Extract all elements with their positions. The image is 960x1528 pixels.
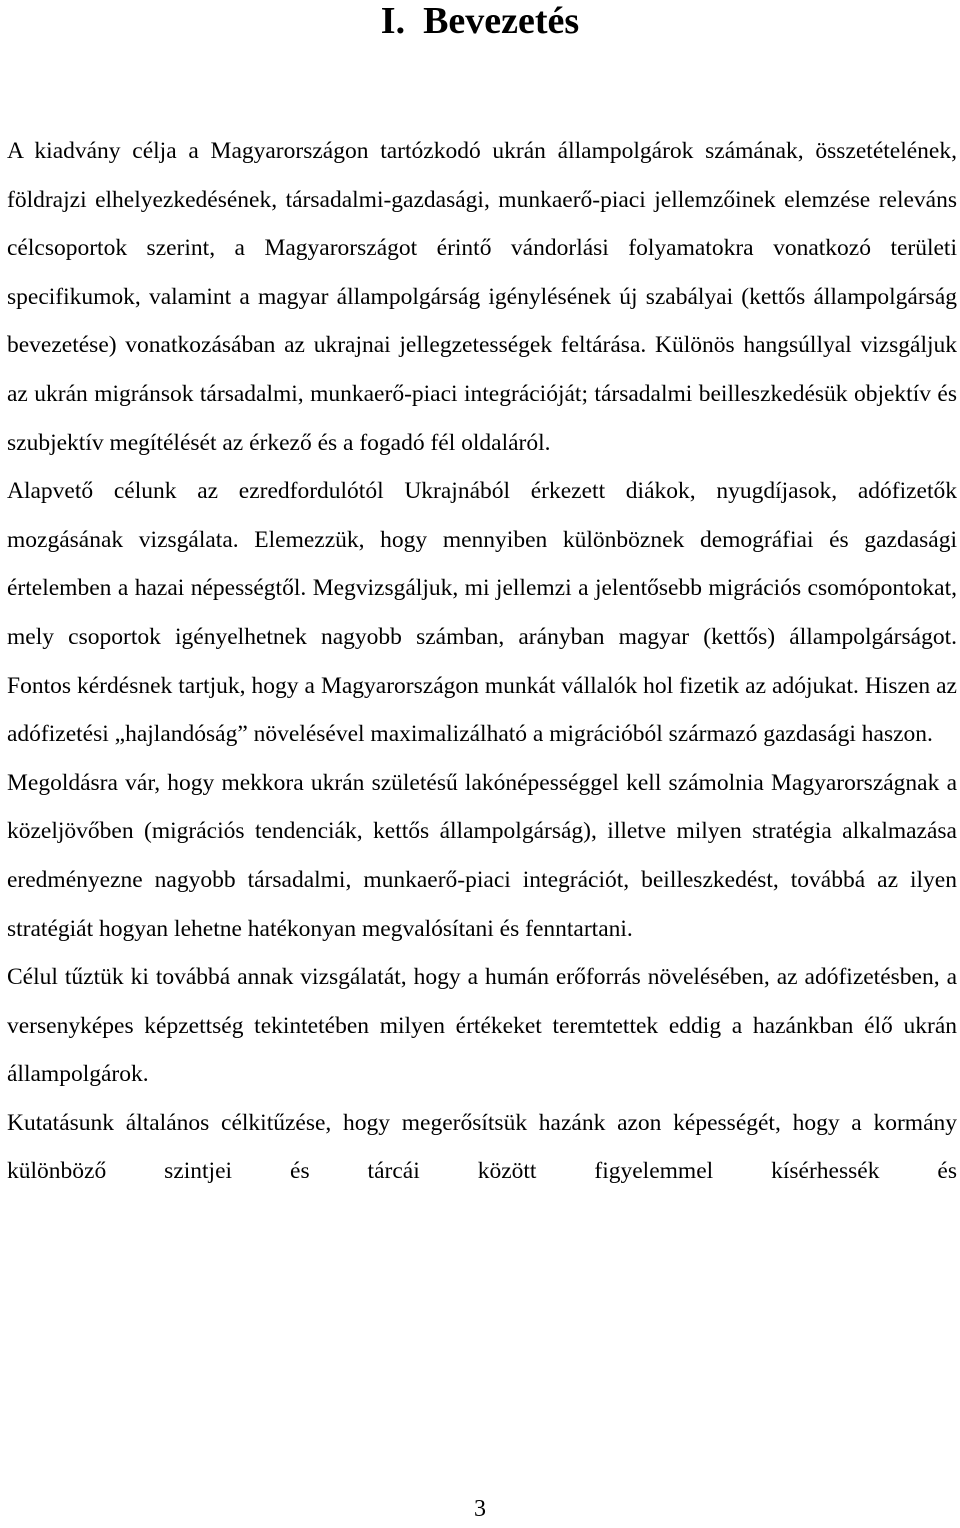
paragraph-solution: Megoldásra vár, hogy mekkora ukrán születésű lakónépességgel kell számolnia Magyarországnak a közeljövőben (migrációs tendenciák, kettős állampolgárság), illetve milyen stratégia alkalmazása eredményezne nagyobb társadalmi, munkaerő-piaci integrációt, beilleszkedést, továbbá az ilyen stratégiát hogyan lehetne hatékonyan megvalósítani és fenntartani. — [7, 769, 957, 942]
chapter-title: Bevezetés — [423, 0, 580, 42]
chapter-number: I. — [380, 0, 406, 42]
page-number: 3 — [474, 1496, 486, 1522]
body-text — [7, 127, 957, 1196]
paragraph-purpose: A kiadvány célja a Magyarországon tartózkodó ukrán állampolgárok számának, összetételének, földrajzi elhelyezkedésének, társadalmi-gazdasági, munkaerő-piaci jellemzőinek elemzése releváns célcsoportok szerint, a Magyarországot érintő vándorlási folyamatokra vonatkozó területi specifikumok, valamint a magyar állampolgárság igénylésének új szabályai (kettős állampolgárság bevezetése) vonatkozásában az ukrajnai jellegzetességek feltárása. Különös hangsúllyal vizsgáljuk az ukrán migránsok társadalmi, munkaerő-piaci integrációját; társadalmi beilleszkedésük objektív és szubjektív megítélését az érkező és a fogadó fél oldaláról. — [7, 138, 957, 456]
chapter-heading — [0, 0, 960, 46]
paragraph-target: Célul tűztük ki továbbá annak vizsgálatát, hogy a humán erőforrás növelésében, az adófizetésben, a versenyképes képzettség tekintetében milyen értékeket teremtettek eddig a hazánkban élő ukrán állampolgárok. — [7, 964, 957, 1088]
paragraph-basic-goal: Alapvető célunk az ezredfordulótól Ukrajnából érkezett diákok, nyugdíjasok, adófizetők mozgásának vizsgálata. Elemezzük, hogy mennyiben különböznek demográfiai és gazdasági értelemben a hazai népességtől. Megvizsgáljuk, mi jellemzi a jelentősebb migrációs csomópontokat, mely csoportok igényelhetnek nagyobb számban, arányban magyar (kettős) állampolgárságot. Fontos kérdésnek tartjuk, hogy a Magyarországon munkát vállalók hol fizetik az adójukat. Hiszen az adófizetési „hajlandóság” növelésével maximalizálható a migrációból származó gazdasági haszon. — [7, 478, 957, 748]
paragraph-research-objective: Kutatásunk általános célkitűzése, hogy megerősítsük hazánk azon képességét, hogy a kormány különböző szintjei és tárcái között figyelemmel kísérhessék és — [7, 1109, 957, 1185]
